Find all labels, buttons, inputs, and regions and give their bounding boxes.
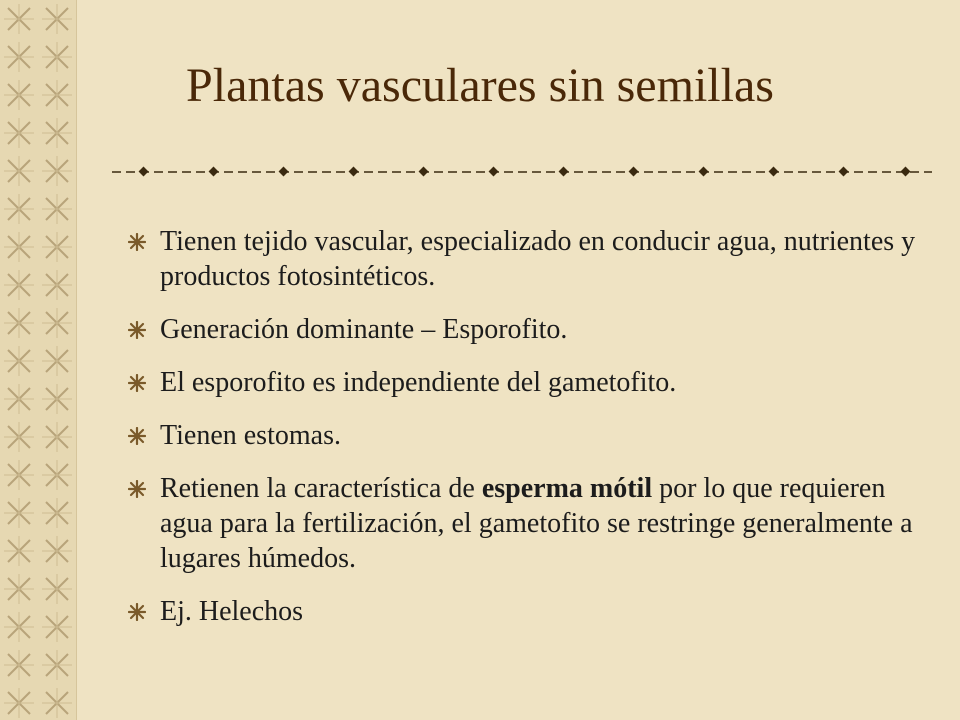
bullet-text-bold: esperma mótil bbox=[481, 473, 653, 504]
bullet-list bbox=[128, 224, 918, 647]
bullet-text-before: Retienen la característica de bbox=[160, 473, 482, 504]
asterisk-bullet-icon bbox=[128, 603, 146, 621]
bullet-item bbox=[128, 312, 918, 347]
bullet-text: El esporofito es independiente del gametofito. bbox=[160, 367, 677, 398]
dash-diamond-divider bbox=[112, 162, 932, 182]
bullet-item bbox=[128, 365, 918, 400]
bullet-text bbox=[160, 471, 918, 576]
bullet-text: Tienen tejido vascular, especializado en conducir agua, nutrientes y productos fotosintéticos. bbox=[160, 226, 916, 292]
slide-title: Plantas vasculares sin semillas bbox=[186, 59, 774, 112]
asterisk-bullet-icon bbox=[128, 321, 146, 339]
bullet-text-after: por lo que requieren agua para la fertilización, el gametofito se restringe generalmente a lugares húmedos. bbox=[160, 473, 913, 574]
bullet-item bbox=[128, 224, 918, 294]
asterisk-bullet-icon bbox=[128, 480, 146, 498]
asterisk-bullet-icon bbox=[128, 233, 146, 251]
asterisk-bullet-icon bbox=[128, 427, 146, 445]
bullet-item bbox=[128, 594, 918, 629]
bullet-text: Generación dominante – Esporofito. bbox=[160, 314, 568, 345]
bullet-text: Tienen estomas. bbox=[160, 420, 341, 451]
bullet-item bbox=[128, 471, 918, 576]
asterisk-bullet-icon bbox=[128, 374, 146, 392]
bullet-item bbox=[128, 418, 918, 453]
bullet-text: Ej. Helechos bbox=[160, 596, 304, 627]
